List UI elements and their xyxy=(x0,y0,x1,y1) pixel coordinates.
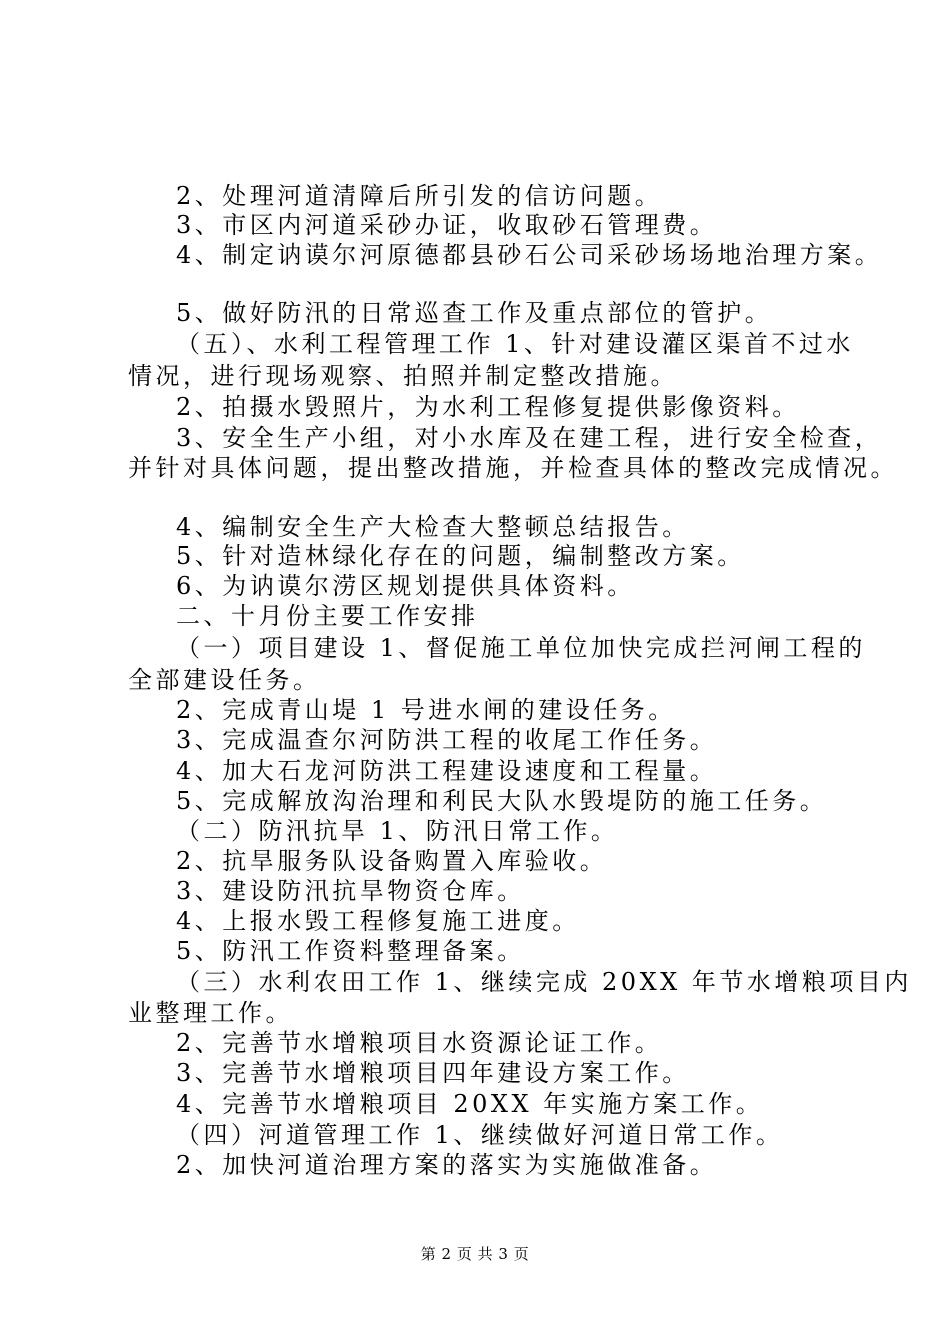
text-line: 5、防汛工作资料整理备案。 xyxy=(176,937,525,965)
text-line: 全部建设任务。 xyxy=(128,666,321,694)
text-line: 4、制定讷谟尔河原德都县砂石公司采砂场场地治理方案。 xyxy=(176,241,883,269)
text-line: 5、做好防汛的日常巡查工作及重点部位的管护。 xyxy=(176,299,773,327)
text-line: 4、加大石龙河防洪工程建设速度和工程量。 xyxy=(176,757,718,785)
section-heading: （一）项目建设 1、督促施工单位加快完成拦河闸工程的 xyxy=(176,634,866,662)
text-line: 5、针对造林绿化存在的问题，编制整改方案。 xyxy=(176,542,745,570)
page-footer: 第 2 页 共 3 页 xyxy=(420,1245,530,1263)
text-line: 2、完成青山堤 1 号进水闸的建设任务。 xyxy=(176,696,676,724)
text-line: 4、上报水毁工程修复施工进度。 xyxy=(176,907,580,935)
text-line: 3、安全生产小组，对小水库及在建工程，进行安全检查， xyxy=(176,424,883,452)
text-line: 6、为讷谟尔涝区规划提供具体资料。 xyxy=(176,572,635,600)
text-line: 业整理工作。 xyxy=(128,999,293,1027)
text-line: 3、市区内河道采砂办证，收取砂石管理费。 xyxy=(176,211,718,239)
text-line: 2、处理河道清障后所引发的信访问题。 xyxy=(176,182,663,210)
section-heading: 二、十月份主要工作安排 xyxy=(176,602,479,630)
text-line: 3、完成温查尔河防洪工程的收尾工作任务。 xyxy=(176,726,718,754)
section-heading: （五）、水利工程管理工作 1、针对建设灌区渠首不过水 xyxy=(176,330,854,358)
text-line: 4、完善节水增粮项目 20XX 年实施方案工作。 xyxy=(176,1090,764,1118)
section-heading: （二）防汛抗旱 1、防汛日常工作。 xyxy=(176,817,619,845)
text-line: 3、建设防汛抗旱物资仓库。 xyxy=(176,877,525,905)
text-line: 2、拍摄水毁照片，为水利工程修复提供影像资料。 xyxy=(176,393,800,421)
text-line: 并针对具体问题，提出整改措施，并检查具体的整改完成情况。 xyxy=(128,454,898,482)
text-line: 4、编制安全生产大检查大整顿总结报告。 xyxy=(176,513,690,541)
text-line: 2、加快河道治理方案的落实为实施做准备。 xyxy=(176,1151,718,1179)
text-line: 3、完善节水增粮项目四年建设方案工作。 xyxy=(176,1059,690,1087)
text-line: 5、完成解放沟治理和利民大队水毁堤防的施工任务。 xyxy=(176,787,828,815)
text-line: 2、完善节水增粮项目水资源论证工作。 xyxy=(176,1029,663,1057)
text-line: 情况，进行现场观察、拍照并制定整改措施。 xyxy=(128,362,678,390)
text-line: 2、抗旱服务队设备购置入库验收。 xyxy=(176,847,608,875)
section-heading: （三）水利农田工作 1、继续完成 20XX 年节水增粮项目内 xyxy=(176,968,912,996)
section-heading: （四）河道管理工作 1、继续做好河道日常工作。 xyxy=(176,1121,784,1149)
